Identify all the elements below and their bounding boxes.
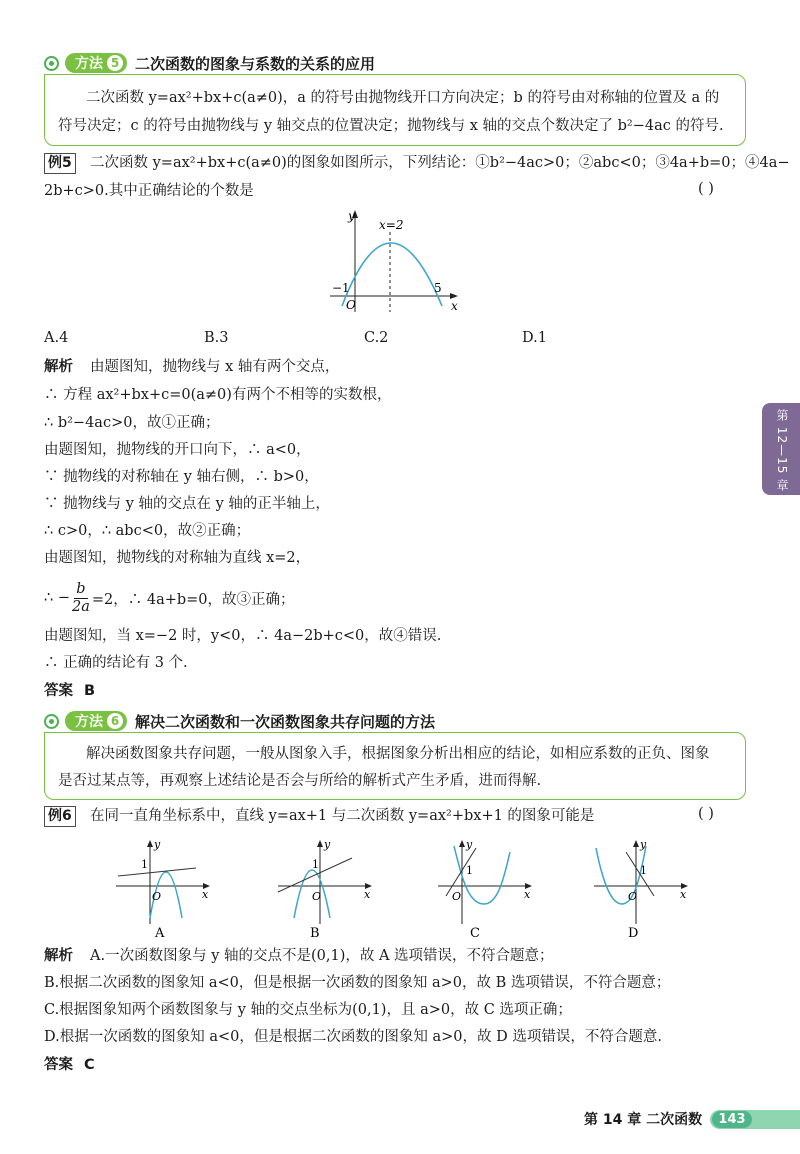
method6-label: 方法 [75,714,103,730]
method5-header [44,52,375,74]
analysis-line: ∵ 抛物线与 y 轴的交点在 y 轴的正半轴上， [44,496,330,512]
graph-label-a: A [155,926,165,938]
analysis-line: 由题图知，抛物线的对称轴为直线 x=2， [44,550,311,566]
graph-label-b: B [310,926,320,938]
graph-a [110,838,220,938]
method5-title: 二次函数的图象与系数的关系的应用 [135,54,376,73]
analysis-line: ∴ c>0，∴ abc<0，故②正确； [44,523,251,539]
x-label: x [680,888,687,901]
option-d: D.1 [522,330,547,346]
origin-label: O [452,890,462,903]
example6-answer: C [84,1057,95,1073]
one-label: 1 [141,858,148,871]
origin-label: O [312,890,322,903]
one-label: 1 [640,864,647,877]
graph-c [432,838,542,938]
method6-body-line1: 解决函数图象共存问题，一般从图象入手，根据图象分析出相应的结论，如相应系数的正负、图象 [86,746,710,762]
analysis-line: B.根据二次函数的图象知 a<0，但是根据一次函数的图象知 a>0，故 B 选项错误，不符合题意； [44,975,671,991]
example6-question: 在同一直角坐标系中，直线 y=ax+1 与二次函数 y=ax²+bx+1 的图象可能是 [90,808,595,824]
option-c: C.2 [364,330,389,346]
analysis-line: 由题图知，当 x=−2 时，y<0，∴ 4a−2b+c<0，故④错误. [44,628,442,644]
method6-title: 解决二次函数和一次函数图象共存问题的方法 [135,712,436,731]
y-label: y [324,838,331,851]
y-axis-arrow [459,840,465,847]
example5-tag: 例5 [44,153,76,174]
one-label: 1 [466,864,473,877]
example5-answer: B [84,683,96,699]
method5-label: 方法 [75,56,103,72]
example5-answer-paren: ( ) [698,181,714,197]
left-root-label: −1 [332,281,350,295]
footer-chapter: 第 14 章 二次函数 [584,1112,703,1128]
fraction-line [44,578,295,618]
analysis-line: A.一次函数图象与 y 轴的交点不是(0,1)，故 A 选项错误，不符合题意； [90,948,554,964]
example6-analysis-label: 解析 [44,948,73,964]
example6-tag: 例6 [44,806,76,827]
analysis-line: ∴ 正确的结论有 3 个. [44,655,188,671]
example5-question-line2: 2b+c>0.其中正确结论的个数是 [44,183,254,199]
chapter-side-tab [762,403,800,495]
x-label: x [364,888,371,901]
analysis-line: 由题图知，抛物线与 x 轴有两个交点， [90,359,340,375]
method6-number: 6 [107,713,123,729]
page-number: 143 [712,1111,752,1128]
one-label: 1 [312,858,319,871]
parabola-curve [342,243,442,306]
right-root-label: 5 [434,281,442,295]
option-b: B.3 [204,330,229,346]
target-icon [44,56,59,71]
method6-body-line2: 是否过某点等，再观察上述结论是否会与所给的解析式产生矛盾，进而得解. [58,773,542,789]
example5-analysis-label: 解析 [44,359,73,375]
origin-label: O [346,298,356,312]
graph-label-c: C [470,926,480,938]
x-label: x [202,888,209,901]
fraction [72,581,90,616]
x-label: x [451,299,458,313]
parabola-curve [596,846,646,904]
method5-body-line1: 二次函数 y=ax²+bx+c(a≠0)，a 的符号由抛物线开口方向决定；b 的符号由对称轴的位置及 a 的 [86,90,720,106]
analysis-line: ∴ b²−4ac>0，故①正确； [44,415,220,431]
y-axis-arrow [633,840,639,847]
option-a: A.4 [44,330,69,346]
chapter-side-tab-label: 第 12—15 章 [775,409,789,493]
example5-answer-label: 答案 [44,683,73,699]
line-graph [118,868,196,876]
graph-d [588,838,698,938]
x-label: x [524,888,531,901]
origin-label: O [628,890,638,903]
fraction-numerator: b [76,580,86,597]
analysis-line: C.根据图象知两个函数图象与 y 轴的交点坐标为(0,1)，且 a>0，故 C 选项正确； [44,1002,572,1018]
method5-pill [65,53,127,73]
y-axis-arrow [147,840,153,847]
example5-question-line1: 二次函数 y=ax²+bx+c(a≠0)的图象如图所示，下列结论：①b²−4ac>0；②abc<0；③4a+b=0；④4a− [90,155,790,171]
analysis-line: ∵ 抛物线的对称轴在 y 轴右侧，∴ b>0， [44,469,319,485]
fraction-suffix: =2，∴ 4a+b=0，故③正确； [91,591,295,608]
example5-parabola-figure [320,208,470,320]
fraction-denominator: 2a [71,598,90,615]
origin-label: O [152,890,162,903]
method5-body-line2: 符号决定；c 的符号由抛物线与 y 轴交点的位置决定；抛物线与 x 轴的交点个数决定了 b²−4ac 的符号. [58,118,724,134]
analysis-line: D.根据一次函数的图象知 a<0，但是根据二次函数的图象知 a>0，故 D 选项错误，不符合题意. [44,1029,662,1045]
example6-answer-paren: ( ) [698,806,714,822]
y-label: y [466,838,473,851]
y-label: y [154,838,161,851]
y-label: y [640,838,647,851]
method6-header [44,710,435,732]
target-icon [44,714,59,729]
y-axis-arrow [317,840,323,847]
graph-label-d: D [628,926,639,938]
y-label: y [348,209,355,223]
method5-number: 5 [107,55,123,71]
analysis-line: ∴ 方程 ax²+bx+c=0(a≠0)有两个不相等的实数根， [44,387,392,403]
example6-answer-label: 答案 [44,1057,73,1073]
analysis-line: 由题图知，抛物线的开口向下，∴ a<0， [44,442,311,458]
symmetry-axis-label: x=2 [379,218,404,232]
fraction-prefix: ∴ − [44,590,70,606]
method6-pill [65,711,127,731]
graph-b [272,838,382,938]
